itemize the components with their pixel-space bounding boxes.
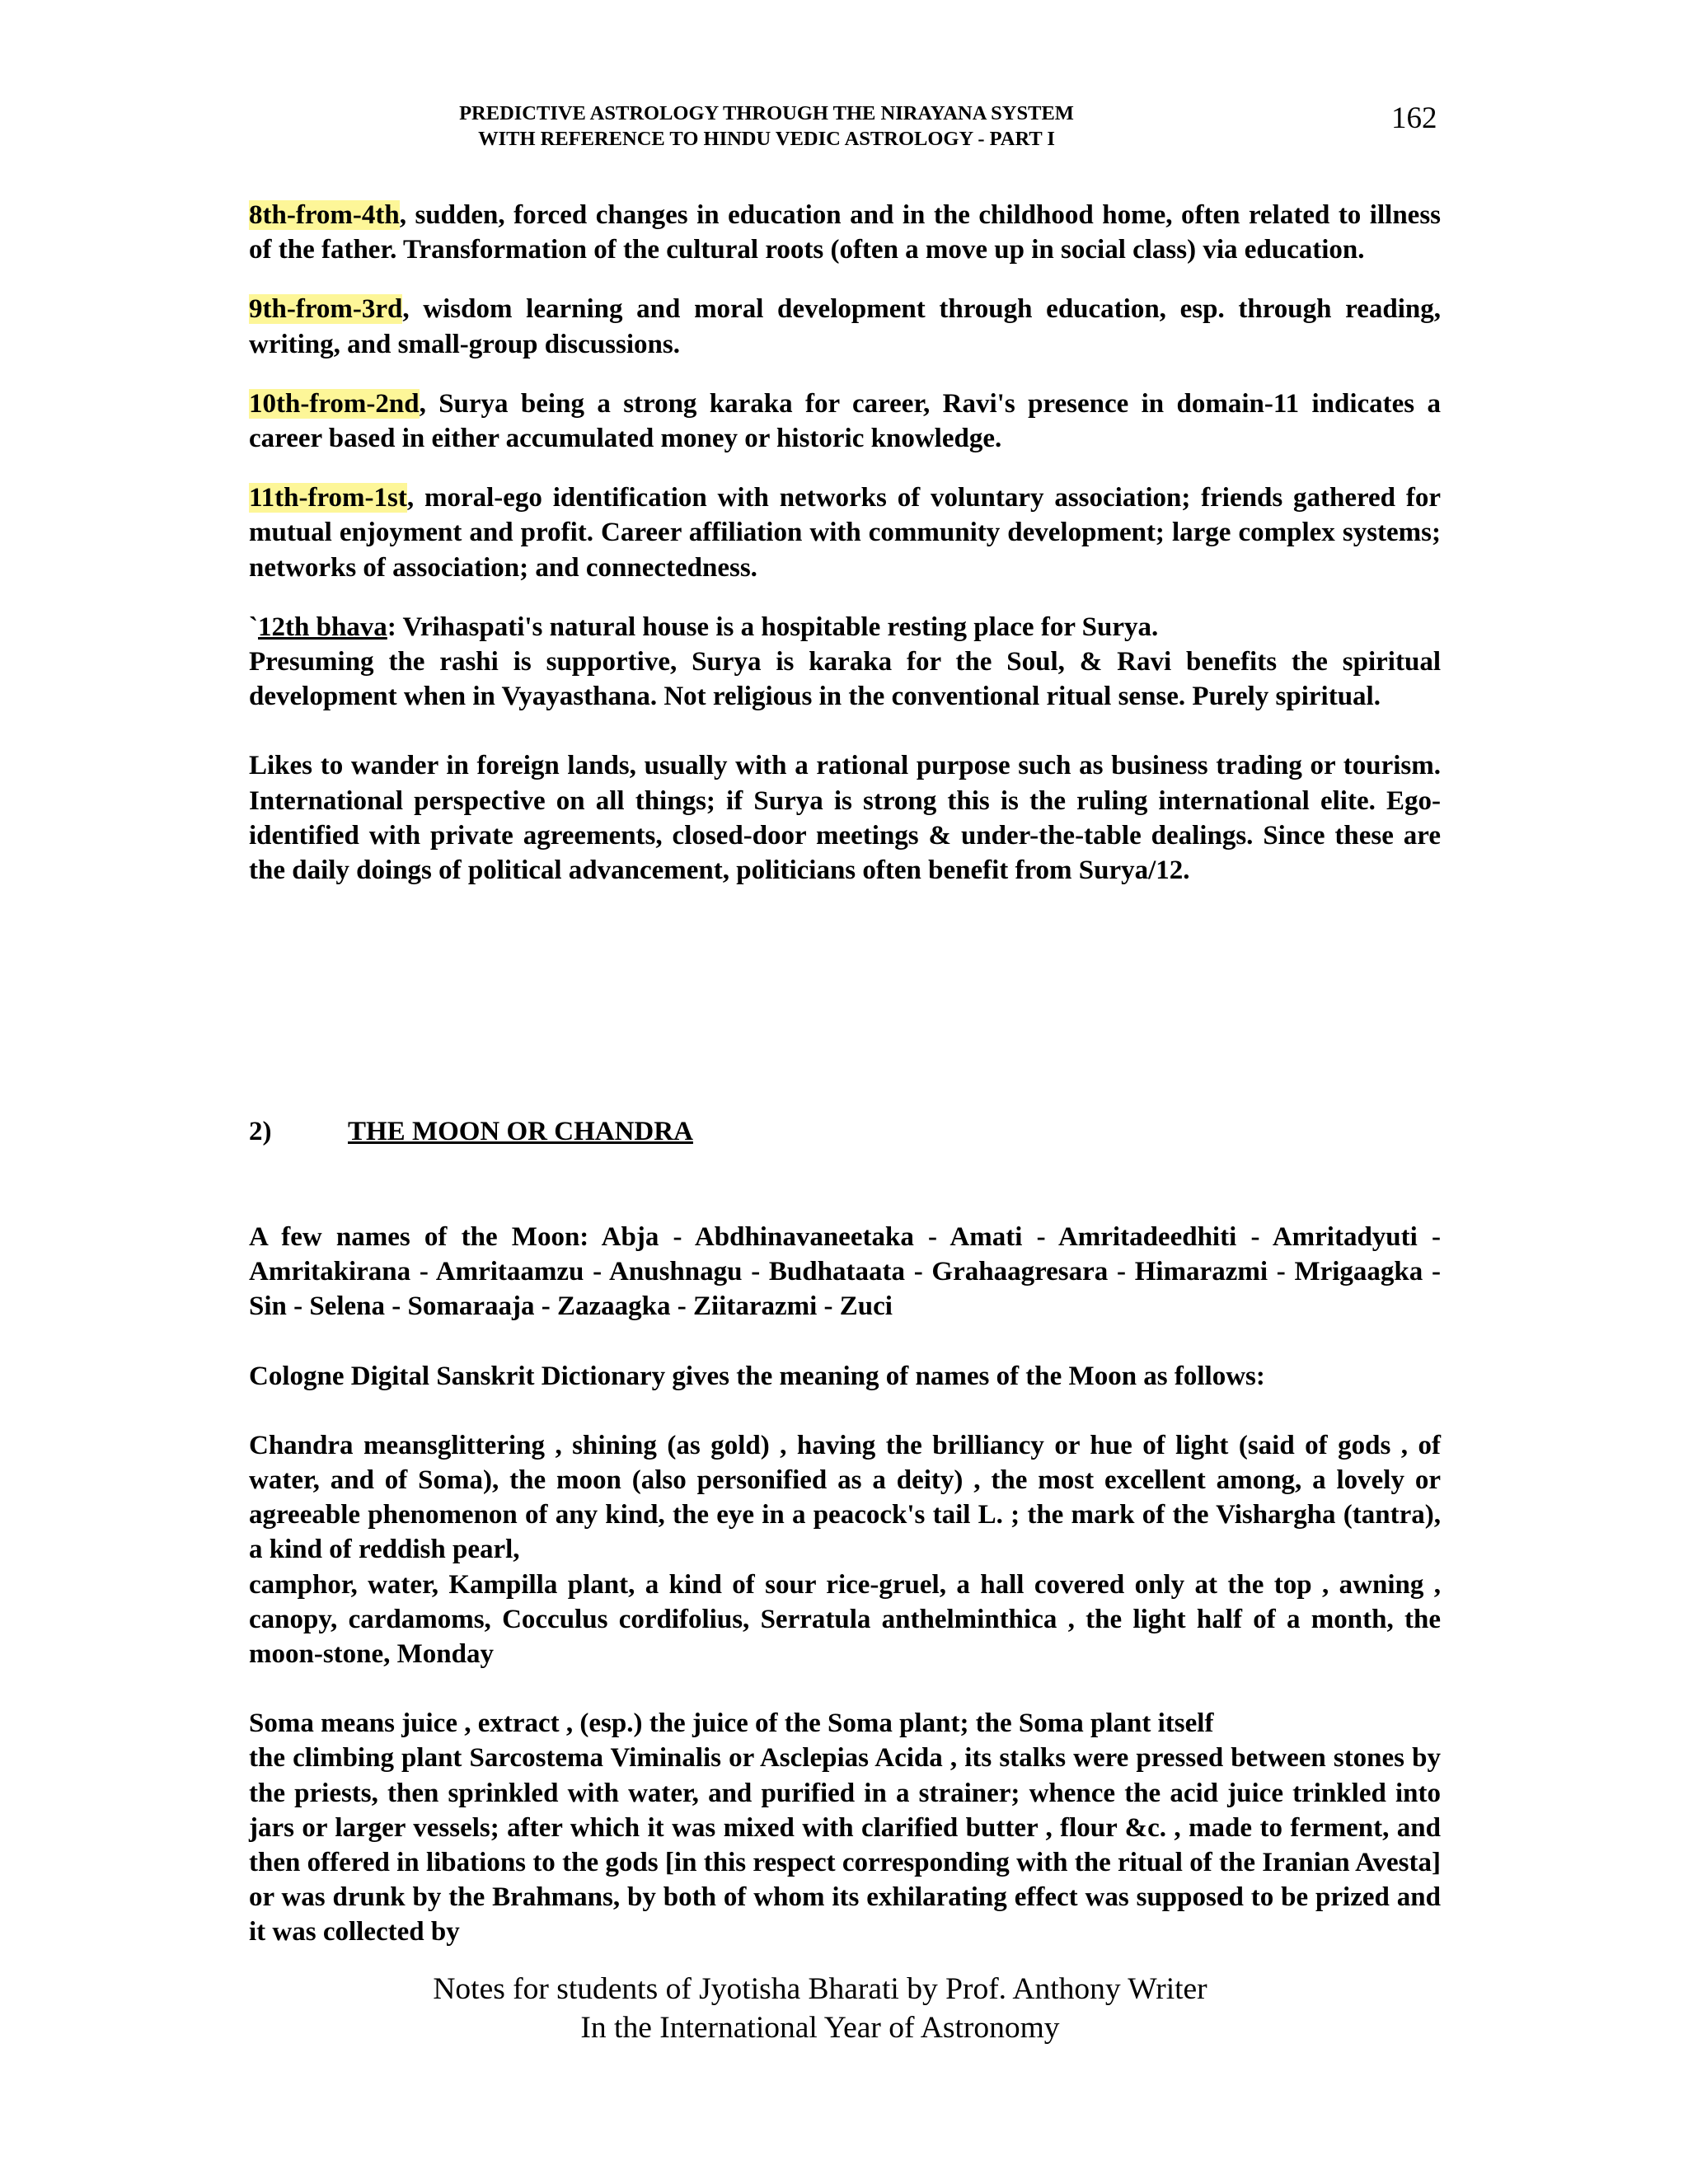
paragraph-11th-from-1st — [249, 480, 1441, 585]
text-8th-from-4th: , sudden, forced changes in education and in the childhood home, often related to illness of the father. Transformation of the cultural roots (often a move up in social class) via education. — [249, 200, 1441, 265]
paragraph-chandra-meaning-cont: camphor, water, Kampilla plant, a kind of sour rice-gruel, a hall covered only at the top , awning , canopy, cardamoms, Cocculus cordifolius, Serratula anthelminthica , the light half of a month, the moon-stone, Monday — [249, 1569, 1441, 1670]
heading-12th-bhava: 12th bhava — [258, 612, 387, 642]
section-heading-moon — [249, 1114, 693, 1149]
paragraph-10th-from-2nd — [249, 387, 1441, 456]
text-9th-from-3rd: , wisdom learning and moral development through education, esp. through reading, writing, and small-group discussions. — [249, 294, 1441, 359]
section-number: 2) — [249, 1117, 272, 1146]
highlight-8th-from-4th: 8th-from-4th — [249, 200, 400, 230]
paragraph-cologne-dictionary: Cologne Digital Sanskrit Dictionary gives the meaning of names of the Moon as follows: — [249, 1361, 1265, 1391]
page-number: 162 — [1391, 101, 1437, 135]
footer-line-1: Notes for students of Jyotisha Bharati by Prof. Anthony Writer — [433, 1972, 1207, 2006]
section-title: THE MOON OR CHANDRA — [348, 1117, 693, 1146]
highlight-11th-from-1st: 11th-from-1st — [249, 483, 407, 513]
moon-section — [249, 1220, 1441, 1950]
paragraph-8th-from-4th — [249, 198, 1441, 267]
header-line-2: WITH REFERENCE TO HINDU VEDIC ASTROLOGY - PART I — [478, 128, 1055, 150]
paragraph-soma-meaning-cont: the climbing plant Sarcostema Viminalis or Asclepias Acida , its stalks were pressed between stones by the priests, then sprinkled with water, and purified in a strainer; whence the acid juice trinkled into jars or larger vessels; after which it was mixed with clarified butter , flour &c. , made to ferment, and then offered in libations to the gods [in this respect corresponding with the ritual of the Iranian Avesta] or was drunk by the Brahmans, by both of whom its exhilarating effect was supposed to be prized and it was collected by — [249, 1743, 1441, 1947]
paragraph-soma-meaning: Soma means juice , extract , (esp.) the juice of the Soma plant; the Soma plant itself — [249, 1708, 1214, 1739]
text-12th-bhava-body: Presuming the rashi is supportive, Surya is karaka for the Soul, & Ravi benefits the spiritual development when in Vyayasthana. Not religious in the conventional ritual sense. Purely spiritual. — [249, 647, 1441, 712]
paragraph-foreign-lands: Likes to wander in foreign lands, usually with a rational purpose such as business trading or tourism. International perspective on all things; if Surya is strong this is the ruling international elite. Ego-identified with private agreements, closed-door meetings & under-the-table dealings. Since these are the daily doings of political advancement, politicians often benefit from Surya/12. — [249, 751, 1441, 886]
text-10th-from-2nd: , Surya being a strong karaka for career, Ravi's presence in domain-11 indicates a career based in either accumulated money or historic knowledge. — [249, 388, 1441, 454]
running-header — [247, 101, 1286, 152]
paragraph-chandra-meaning: Chandra meansglittering , shining (as gold) , having the brilliancy or hue of light (said of gods , of water, and of Soma), the moon (also personified as a deity) , the most excellent among, a lovely or agreeable phenomenon of any kind, the eye in a peacock's tail L. ; the mark of the Vishargha (tantra), a kind of reddish pearl, — [249, 1430, 1441, 1565]
header-line-1: PREDICTIVE ASTROLOGY THROUGH THE NIRAYANA SYSTEM — [459, 102, 1074, 124]
backtick-prefix: ` — [249, 612, 258, 642]
paragraph-moon-names: A few names of the Moon: Abja - Abdhinavaneetaka - Amati - Amritadeedhiti - Amritadyuti - Amritakirana - Amritaamzu - Anushnagu - Budhataata - Grahaagresara - Himarazmi - Mrigaagka - Sin - Selena - Somaraaja - Zazaagka - Ziitarazmi - Zuci — [249, 1222, 1441, 1322]
highlight-9th-from-3rd: 9th-from-3rd — [249, 294, 403, 325]
page-footer — [247, 1970, 1393, 2047]
highlight-10th-from-2nd: 10th-from-2nd — [249, 388, 420, 419]
paragraph-12th-bhava — [249, 610, 1441, 715]
paragraph-9th-from-3rd — [249, 292, 1441, 361]
text-12th-bhava-line1: : Vrihaspati's natural house is a hospitable resting place for Surya. — [387, 612, 1159, 642]
footer-line-2: In the International Year of Astronomy — [580, 2011, 1060, 2045]
sun-section — [249, 198, 1441, 888]
text-11th-from-1st: , moral-ego identification with networks of voluntary association; friends gathered for mutual enjoyment and profit. Career affiliation with community development; large complex systems; networks of association; and connectedness. — [249, 483, 1441, 583]
